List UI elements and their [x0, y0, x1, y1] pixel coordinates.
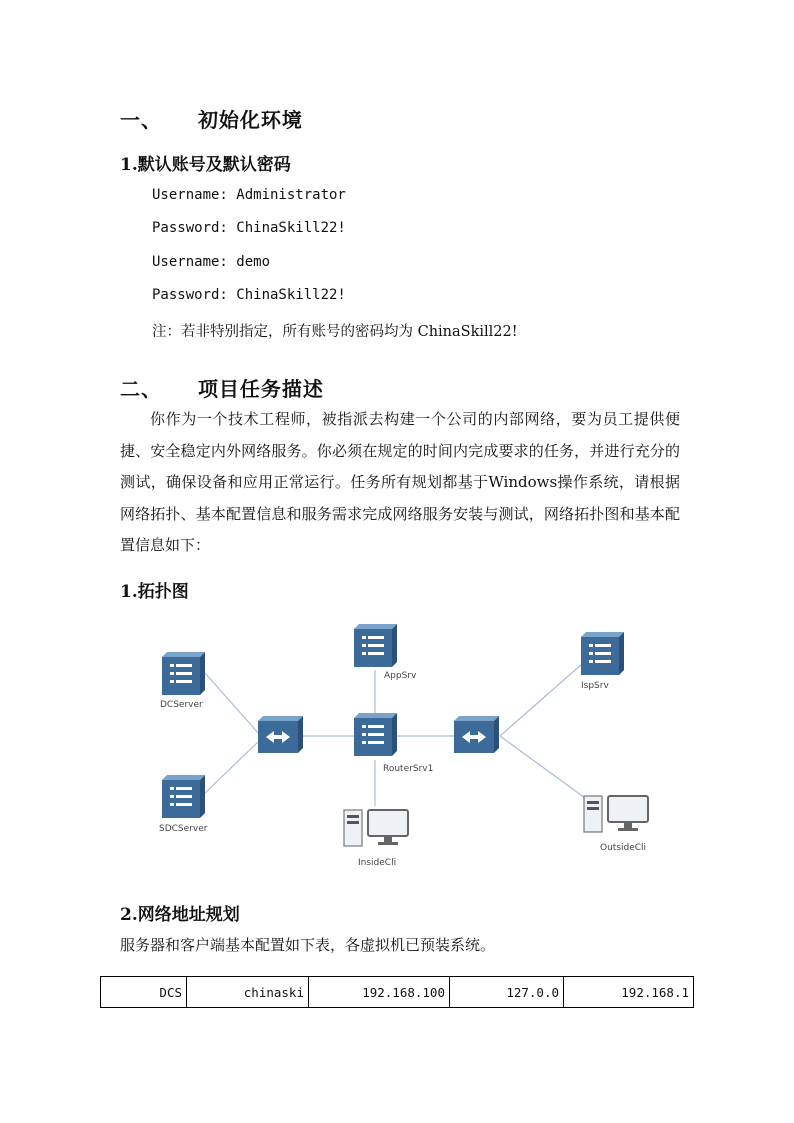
- credential-line: Password: ChinaSkill22!: [152, 287, 346, 303]
- table-cell: DCS: [101, 977, 187, 1008]
- node-label: InsideCli: [358, 858, 397, 868]
- table-row: [101, 977, 694, 1008]
- credential-line: Username: Administrator: [152, 187, 346, 203]
- switch-right-icon: [454, 716, 499, 753]
- credential-line: Password: ChinaSkill22!: [152, 220, 346, 236]
- table-cell: 192.168.100: [309, 977, 450, 1008]
- ispsrv-node: [581, 632, 624, 691]
- insidecli-node: [344, 810, 408, 868]
- node-label: AppSrv: [384, 671, 417, 681]
- table-cell: 127.0.0: [450, 977, 564, 1008]
- section1-title: 初始化环境: [197, 108, 303, 132]
- node-label: SDCServer: [159, 824, 208, 834]
- table-cell: 192.168.1: [564, 977, 694, 1008]
- dcserver-node: [160, 652, 205, 710]
- sdcserver-node: [159, 775, 208, 834]
- password-note: 注：若非特别指定，所有账号的密码均为 ChinaSkill22!: [152, 324, 518, 340]
- node-label: IspSrv: [581, 681, 609, 691]
- node-label: RouterSrv1: [383, 764, 434, 774]
- address-plan-intro: 服务器和客户端基本配置如下表，各虚拟机已预装系统。: [120, 936, 496, 954]
- section1-number: 一、: [120, 108, 162, 132]
- node-label: DCServer: [160, 700, 203, 710]
- subheading-topology: 1.拓扑图: [120, 582, 189, 602]
- switch-left-icon: [258, 716, 303, 753]
- section2-number: 二、: [120, 377, 162, 401]
- appsrv-node: [354, 624, 417, 681]
- config-table: [100, 976, 694, 1008]
- network-topology-diagram: [140, 618, 670, 878]
- section2-title: 项目任务描述: [197, 377, 324, 401]
- subheading-default-account: 1.默认账号及默认密码: [120, 155, 291, 175]
- subheading-address-plan: 2.网络地址规划: [120, 905, 240, 925]
- section1-heading: [120, 104, 303, 133]
- section2-heading: [120, 373, 324, 402]
- credential-line: Username: demo: [152, 254, 271, 270]
- task-description: 你作为一个技术工程师，被指派去构建一个公司的内部网络，要为员工提供便捷、安全稳定内外网络服务。你必须在规定的时间内完成要求的任务，并进行充分的测试，确保设备和应用正常运行。任务所有规划都基于Windows操作系统，请根据网络拓扑、基本配置信息和服务需求完成网络服务安装与测试，网络拓扑图和基本配置信息如下：: [120, 410, 680, 554]
- routersrv1-node: [354, 713, 433, 774]
- outsidecli-node: [584, 796, 648, 853]
- node-label: OutsideCli: [600, 843, 647, 853]
- table-cell: chinaski: [187, 977, 309, 1008]
